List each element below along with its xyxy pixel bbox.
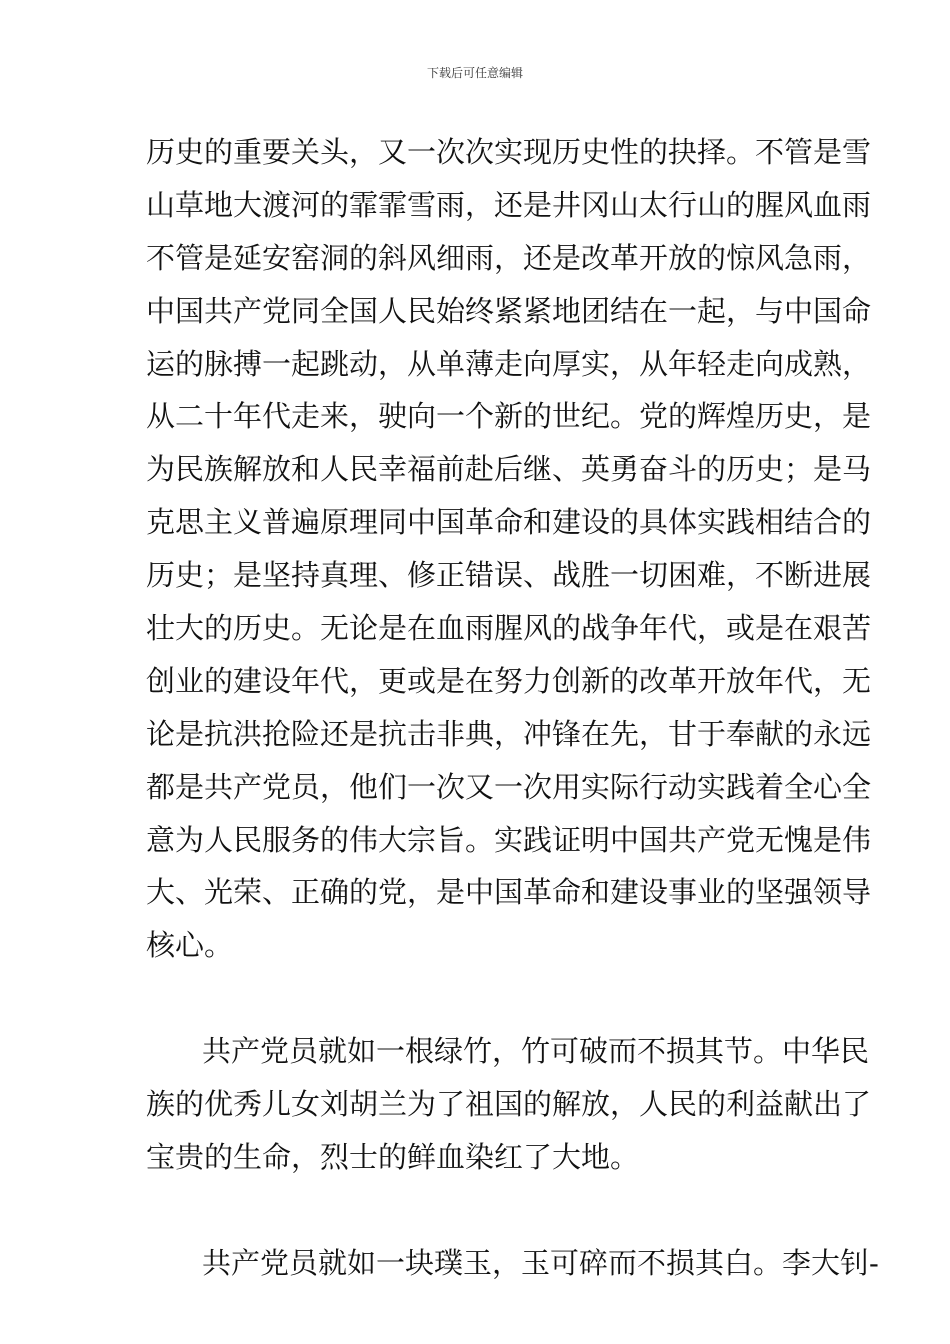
text-line: 核心。 [146, 928, 234, 963]
text-line: 为民族解放和人民幸福前赴后继、英勇奋斗的历史；是马 [146, 452, 872, 487]
text-line: 运的脉搏一起跳动，从单薄走向厚实，从年轻走向成熟， [146, 346, 872, 381]
text-line: 历史的重要关头，又一次次实现历史性的抉择。不管是雪 [146, 135, 872, 169]
text-line: 从二十年代走来，驶向一个新的世纪。党的辉煌历史，是 [146, 399, 872, 434]
text-line: 宝贵的生命，烈士的鲜血染红了大地。 [146, 1139, 640, 1174]
text-line: 中国共产党同全国人民始终紧紧地团结在一起，与中国命 [146, 293, 872, 328]
paragraph-3 [146, 1237, 879, 1290]
text-line: 壮大的历史。无论是在血雨腥风的战争年代，或是在艰苦 [146, 611, 872, 646]
text-line: 共产党员就如一块璞玉，玉可碎而不损其白。李大钊- [202, 1245, 879, 1280]
text-line: 意为人民服务的伟大宗旨。实践证明中国共产党无愧是伟 [146, 822, 872, 857]
text-line: 论是抗洪抢险还是抗击非典，冲锋在先，甘于奉献的永远 [146, 716, 872, 751]
document-body [146, 126, 879, 1290]
paragraph-gap [146, 1184, 806, 1237]
text-line: 族的优秀儿女刘胡兰为了祖国的解放，人民的利益献出了 [146, 1087, 872, 1122]
text-line: 不管是延安窑洞的斜风细雨，还是改革开放的惊风急雨， [146, 240, 872, 275]
paragraph-2 [146, 1025, 872, 1184]
text-line: 共产党员就如一根绿竹，竹可破而不损其节。中华民 [202, 1034, 870, 1069]
text-line: 都是共产党员，他们一次又一次用实际行动实践着全心全 [146, 769, 872, 804]
paragraph-gap [146, 972, 806, 1025]
text-line: 历史；是坚持真理、修正错误、战胜一切困难，不断进展 [146, 558, 872, 593]
text-line: 山草地大渡河的霏霏雪雨，还是井冈山太行山的腥风血雨 [146, 187, 872, 222]
text-line: 克思主义普遍原理同中国革命和建设的具体实践相结合的 [146, 505, 872, 540]
text-line: 创业的建设年代，更或是在努力创新的改革开放年代，无 [146, 663, 872, 698]
paragraph-1 [146, 126, 872, 972]
text-line: 大、光荣、正确的党，是中国革命和建设事业的坚强领导 [146, 875, 872, 910]
page-header-note: 下载后可任意编辑 [426, 66, 523, 80]
